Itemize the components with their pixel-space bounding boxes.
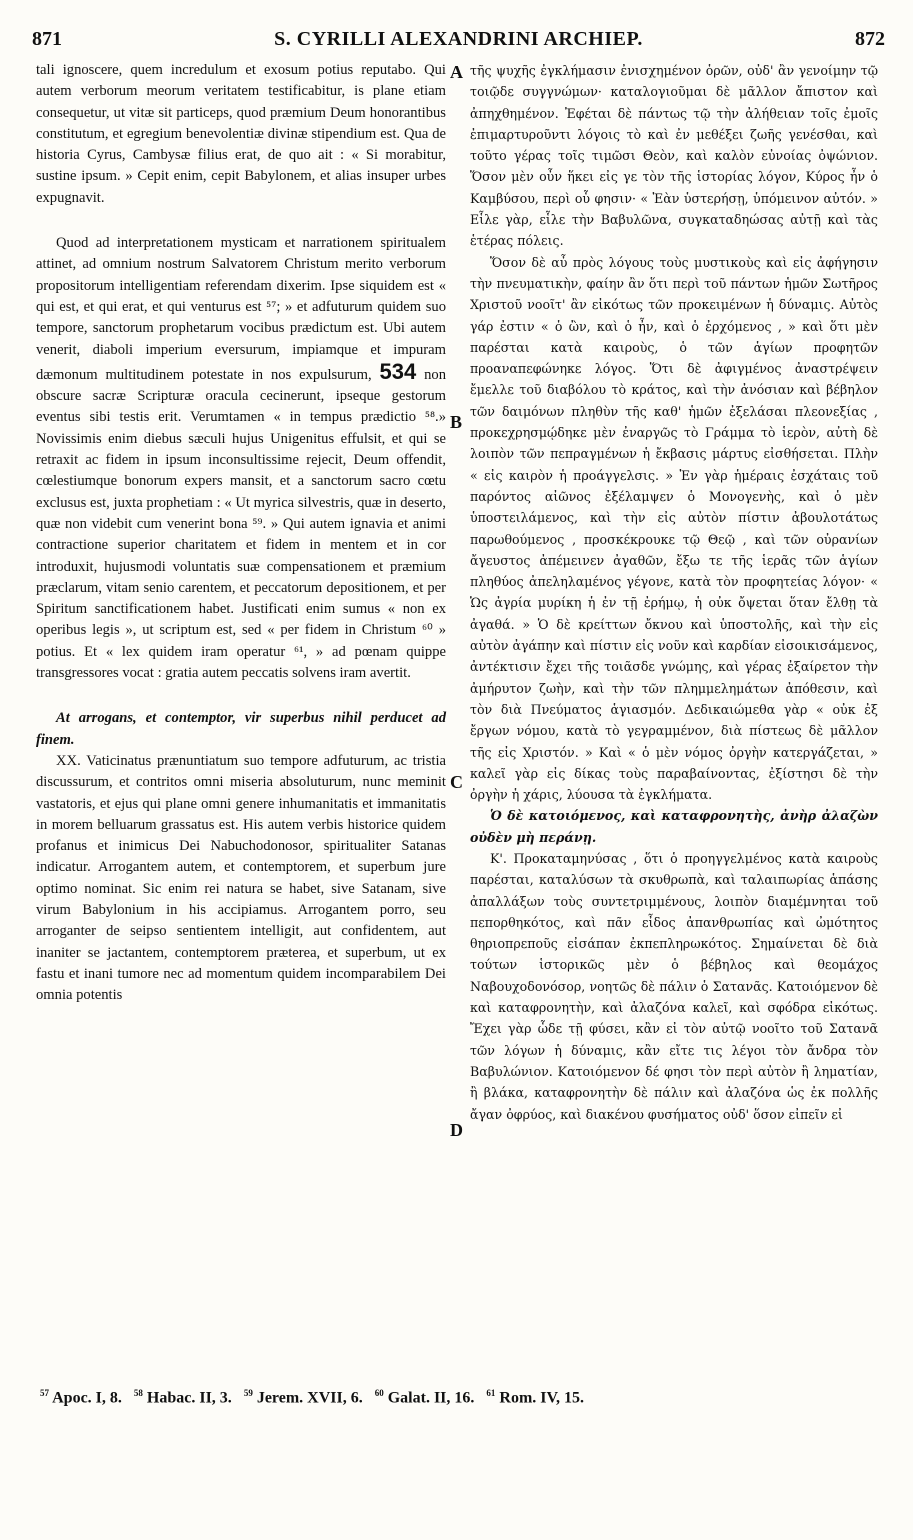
margin-mark-b: B	[450, 412, 463, 432]
margin-mark-a: A	[450, 62, 463, 82]
greek-paragraph-2: Ὅσον δὲ αὖ πρὸς λόγους τοὺς μυστικοὺς καὶ εἰς ἀφήγησιν τὴν πνευματικὴν, φαίην ἂν ὅτι περὶ τοῦ πάντων ἡμῶν Σωτῆρος Χριστοῦ νοοῖτ' ἂν εἰκότως τῶν προκειμένων ἡ δύναμις. Αὐτὸς γάρ ἐστιν « ὁ ὢν, καὶ ὁ ἦν, καὶ ὁ ἐρχόμενος , » καὶ ὅτι μὲν παρέσται κατὰ καιροὺς, ὁ τῶν ἁγίων προφητῶν προαναπεφώνηκε λόγος. Ὅτι δὲ ἀφιγμένος ἀναστρέψειν ἔμελλε τοῦ διαβόλου τὸ κράτος, καὶ τὴν ἀνόσιαν καὶ βέβηλον τῶν δαιμόνων πληθὺν τῆς καθ' ἡμῶν ἐξελάσαι πλεονεξίας , προκεχρησμῴδηκε μὲν ἐναργῶς τὸ Γράμμα τὸ ἱερὸν, αὐτὴ δὲ λοιπὸν τῶν πεπραγμένων ἡ ἔκβασις μάρτυς εἰσθήσεται. Πλὴν « εἰς καιρὸν ἡ προάγγελσις. » Ἐν γὰρ ἡμέραις ἐσχάταις τοῦ παρόντος αἰῶνος ἐξέλαμψεν ὁ Μονογενὴς, καὶ ὁ μὲν ὑποστειλάμενος, καὶ τὴν εἰς αὐτὸν πίστιν ἀβουλοτάτως παρωθούμενος , προσκέκρουκε τῷ Θεῷ , καὶ τῶν οὐρανίων ἄγευστος ἀπέμεινεν ἀγαθῶν, ἔξω τε τῆς ἱερᾶς τῶν ἁγίων πληθύος ἀπεληλαμένος γέγονε, κατὰ τὸν προφητείας λόγον· « Ὡς ἀγρία μυρίκη ἡ ἐν τῇ ἐρήμῳ, ἡ οὐκ ὄψεται ὅταν ἔλθῃ τὰ ἀγαθά. » Ὁ δὲ κρείττων ὄκνου καὶ ὑποστολῆς, καὶ τὴν εἰς αὐτὸν ἀγάπην καὶ πίστιν εἰς νοῦν καὶ καρδίαν εἰσοικισάμενος, ἀντέκτισιν ἔχει τῆς τοιᾶσδε γνώμης, καὶ γέρας ἐξαίρετον τὴν ἀμήρυτον ζωὴν, καὶ τὴν τῶν πλημμελημάτων ἀπόθεσιν, καὶ τὸν διὰ Πνεύματος ἁγιασμόν. Δεδικαιώμεθα γὰρ « οὐκ ἐξ ἔργων νόμου, κατὰ τὸ γεγραμμένον, διὰ πίστεως δὲ μᾶλλον τῆς εἰς Χριστόν. » Καὶ « ὁ μὲν νόμος ὀργὴν κατεργάζεται, » καλεῖ γὰρ εἰς δίκας τοὺς παραβαίνοντας, ἐξίστησι δὲ τὴν ὀργὴν ἡ χάρις, λύουσα τὰ ἐγκλήματα.	[470, 254, 878, 803]
footnote-ref: Galat. II, 16.	[387, 1389, 475, 1407]
greek-lemma: Ὁ δὲ κατοιόμενος, καὶ καταφρονητὴς, ἀνὴρ ἀλαζὼν οὐδὲν μὴ περάνῃ.	[470, 808, 878, 845]
page-number-left: 871	[32, 28, 62, 50]
footnotes	[40, 1388, 877, 1407]
footnote-ref: Rom. IV, 15.	[499, 1389, 584, 1407]
latin-column	[36, 60, 446, 1006]
running-header	[32, 28, 885, 54]
running-title: S. CYRILLI ALEXANDRINI ARCHIEP.	[274, 28, 643, 50]
greek-column	[470, 60, 878, 1125]
latin-paragraph-1: tali ignoscere, quem incredulum et exosum potius reputabo. Qui autem verborum meorum veritatem testificabitur, is plane etiam consequetur, ut vitæ sit particeps, quod præmium Deum honorantibus constitutum, et egregium benevolentiæ divinæ stipendium est. Qua de historia Cyrus, Cambysæ filius erat, de quo ait : « Si morabitur, sustine ipsum. » Cepit enim, cepit Babylonem, et alias insuper urbes expugnavit.	[36, 62, 446, 206]
footnote-number: 58	[133, 1388, 143, 1398]
footnote-number: 57	[40, 1388, 49, 1398]
footnote-ref: Habac. II, 3.	[146, 1389, 232, 1407]
greek-paragraph-1: τῆς ψυχῆς ἐγκλήμασιν ἐνισχημένον ὁρῶν, οὐδ' ἂν γενοίμην τῷ τοιῷδε συγγνώμων· καταλογιοῦμαι δὲ μᾶλλον ἄπιστον καὶ ἀπηχθημένον. Ἐφέται δὲ πάντως τῷ τὴν ἀλήθειαν τοῖς ἐμοῖς ἐπιμαρτυροῦντι λόγοις τὸ καὶ ἐν μεθέξει ζωῆς γενέσθαι, καὶ τοῦτο γέρας τοῖς τιμῶσι Θεὸν, καὶ καλὸν εὐνοίας ὀψώνιον. Ὅσον μὲν οὖν ἥκει εἰς γε τὸν τῆς ἱστορίας λόγον, Κύρος ἦν ὁ Καμβύσου, περὶ οὗ φησιν· « Ἐὰν ὑστερήσῃ, ὑπόμεινον αὐτόν. » Εἷλε γὰρ, εἷλε τὴν Βαβυλῶνα, συγκαταδηώσας αὐτῇ καὶ τὰς ἑτέρας πόλεις.	[470, 63, 878, 249]
greek-paragraph-3: Κ'. Προκαταμηνύσας , ὅτι ὁ προηγγελμένος κατὰ καιροὺς παρέσται, καταλύσων τὰ σκυθρωπὰ, καὶ ταλαιπωρίας ἁπάσης ἀπαλλάξων τοὺς συντετριμμένους, λοιπὸν διαμέμνηται τοῦ πεπορθηκότος, καὶ πᾶν εἶδος ἀπανθρωπίας καὶ ὠμότητος θηριοπρεποῦς εἰσάπαν ἐκπεπληρωκότος. Σημαίνεται δὲ διὰ τούτων ἱστορικῶς μὲν ὁ βέβηλος καὶ θεομάχος Ναβουχοδονόσορ, νοητῶς δὲ πάλιν ὁ Σατανᾶς. Κατοιόμενον δὲ καὶ καταφρονητὴν, καὶ ἀλαζόνα καλεῖ, καὶ σφόδρα εἰκότως. Ἔχει γὰρ ὧδε τῇ φύσει, κἂν εἰ τὸν αὐτῷ νοοῖτο τοῦ Σατανᾶ τῶν λόγων ἡ δύναμις, κἂν εἴτε τις λέγοι τὸν ἄνδρα τὸν Βαβυλώνιον. Κατοιόμενον δέ φησι τὸν περὶ αὐτὸν ἢ ληματίαν, ἢ βλάκα, καταφρονητὴν δὲ πάλιν καὶ ἀλαζόνα ὡς ἐκ πολλῆς ἄγαν ὀφρύος, καὶ διακένου φυσήματος οὐδ' ὅσον εἰπεῖν εἰ	[470, 850, 878, 1122]
latin-lemma: At arrogans, et contemptor, vir superbus nihil perducet ad finem.	[36, 710, 446, 748]
footnote-number: 59	[243, 1388, 253, 1398]
margin-mark-d: D	[450, 1120, 463, 1140]
latin-paragraph-3: XX. Vaticinatus prænuntiatum suo tempore adfuturum, ac tristia discussurum, et contritos omni miseria absoluturum, nunc meminit vastatoris, et ejus qui plane omni genere inhumanitatis et immanitatis in morem belluarum grassatus est. His autem verbis historice quidem profanus et inimicus Dei Nabuchodonosor, spiritualiter Satanas indicatur. Arrogantem autem, et contemptorem, et superbum jure optimo nominat. Sic enim rei natura se habet, sive Satanam, sive virum Babylonium in his accipiamus. Arrogantem porro, seu arroganter de seipso sentientem intelligit, aut confidentem, aut inaniter se jactantem, contemptorem præterea, et superbum, ut ex fastu et inani tumore nec ad momentum quidem incomparabilem Dei omnia potentis	[36, 752, 446, 1004]
footnote-number: 60	[374, 1388, 384, 1398]
footnote-ref: Apoc. I, 8.	[52, 1389, 122, 1407]
footnote-ref: Jerem. XVII, 6.	[256, 1389, 363, 1407]
latin-paragraph-2b: non obscure sacræ Scripturæ oracula cecinerunt, ipseque gestorum eventus sibi testis erit. Verumtamen « in tempus prædictio ⁵⁸.» Novissimis enim diebus sæculi hujus Unigenitus effulsit, et qui se retraxit ac fidem in ipsum inconsultissime rejecit, Deum offendit, cœlestiumque bonorum expers mansit, et a sanctorum sacro cœtu exclusus est, juxta prophetiam : « Ut myrica silvestris, quæ in deserto, quæ non videbit cum venerint bona ⁵⁹. » Qui autem ignavia et animi contractione superior charitatem et fidem in mentem et in cor introduxit, hujusmodi voluntatis suæ compensationem et præmium præclarum, vitam senio carentem, et peccatorum depositionem, et per Spiritum sanctificationem habet. Justificati enim sumus « non ex operibus legis », ut scriptum est, sed « per fidem in Christum ⁶⁰ » potius. Et « lex quidem iram operatur ⁶¹, » ad pœnam quippe transgressores vocat : gratia autem peccatis solvens iram avertit.	[36, 366, 446, 682]
page-number-right: 872	[855, 28, 885, 50]
column-number: 534	[379, 358, 417, 384]
footnote-number: 61	[486, 1388, 496, 1398]
latin-paragraph-2a: Quod ad interpretationem mysticam et narrationem spiritualem attinet, ad omnium nostrum Salvatorem Christum merito verborum propositorum intelligentiam referendam dixerim. Ipse siquidem est « qui est, et qui erat, et qui venturus est ⁵⁷; » et adfuturum quidem suo tempore, sanctorum prophetarum vocibus prædictum est. Ubi autem venerit, diaboli imperium eversurum, impiamque et impuram dæmonum multitudinem potestate in nos expulsurum,	[36, 235, 446, 383]
latin-paragraph-2	[36, 233, 446, 684]
margin-mark-c: C	[450, 772, 463, 792]
